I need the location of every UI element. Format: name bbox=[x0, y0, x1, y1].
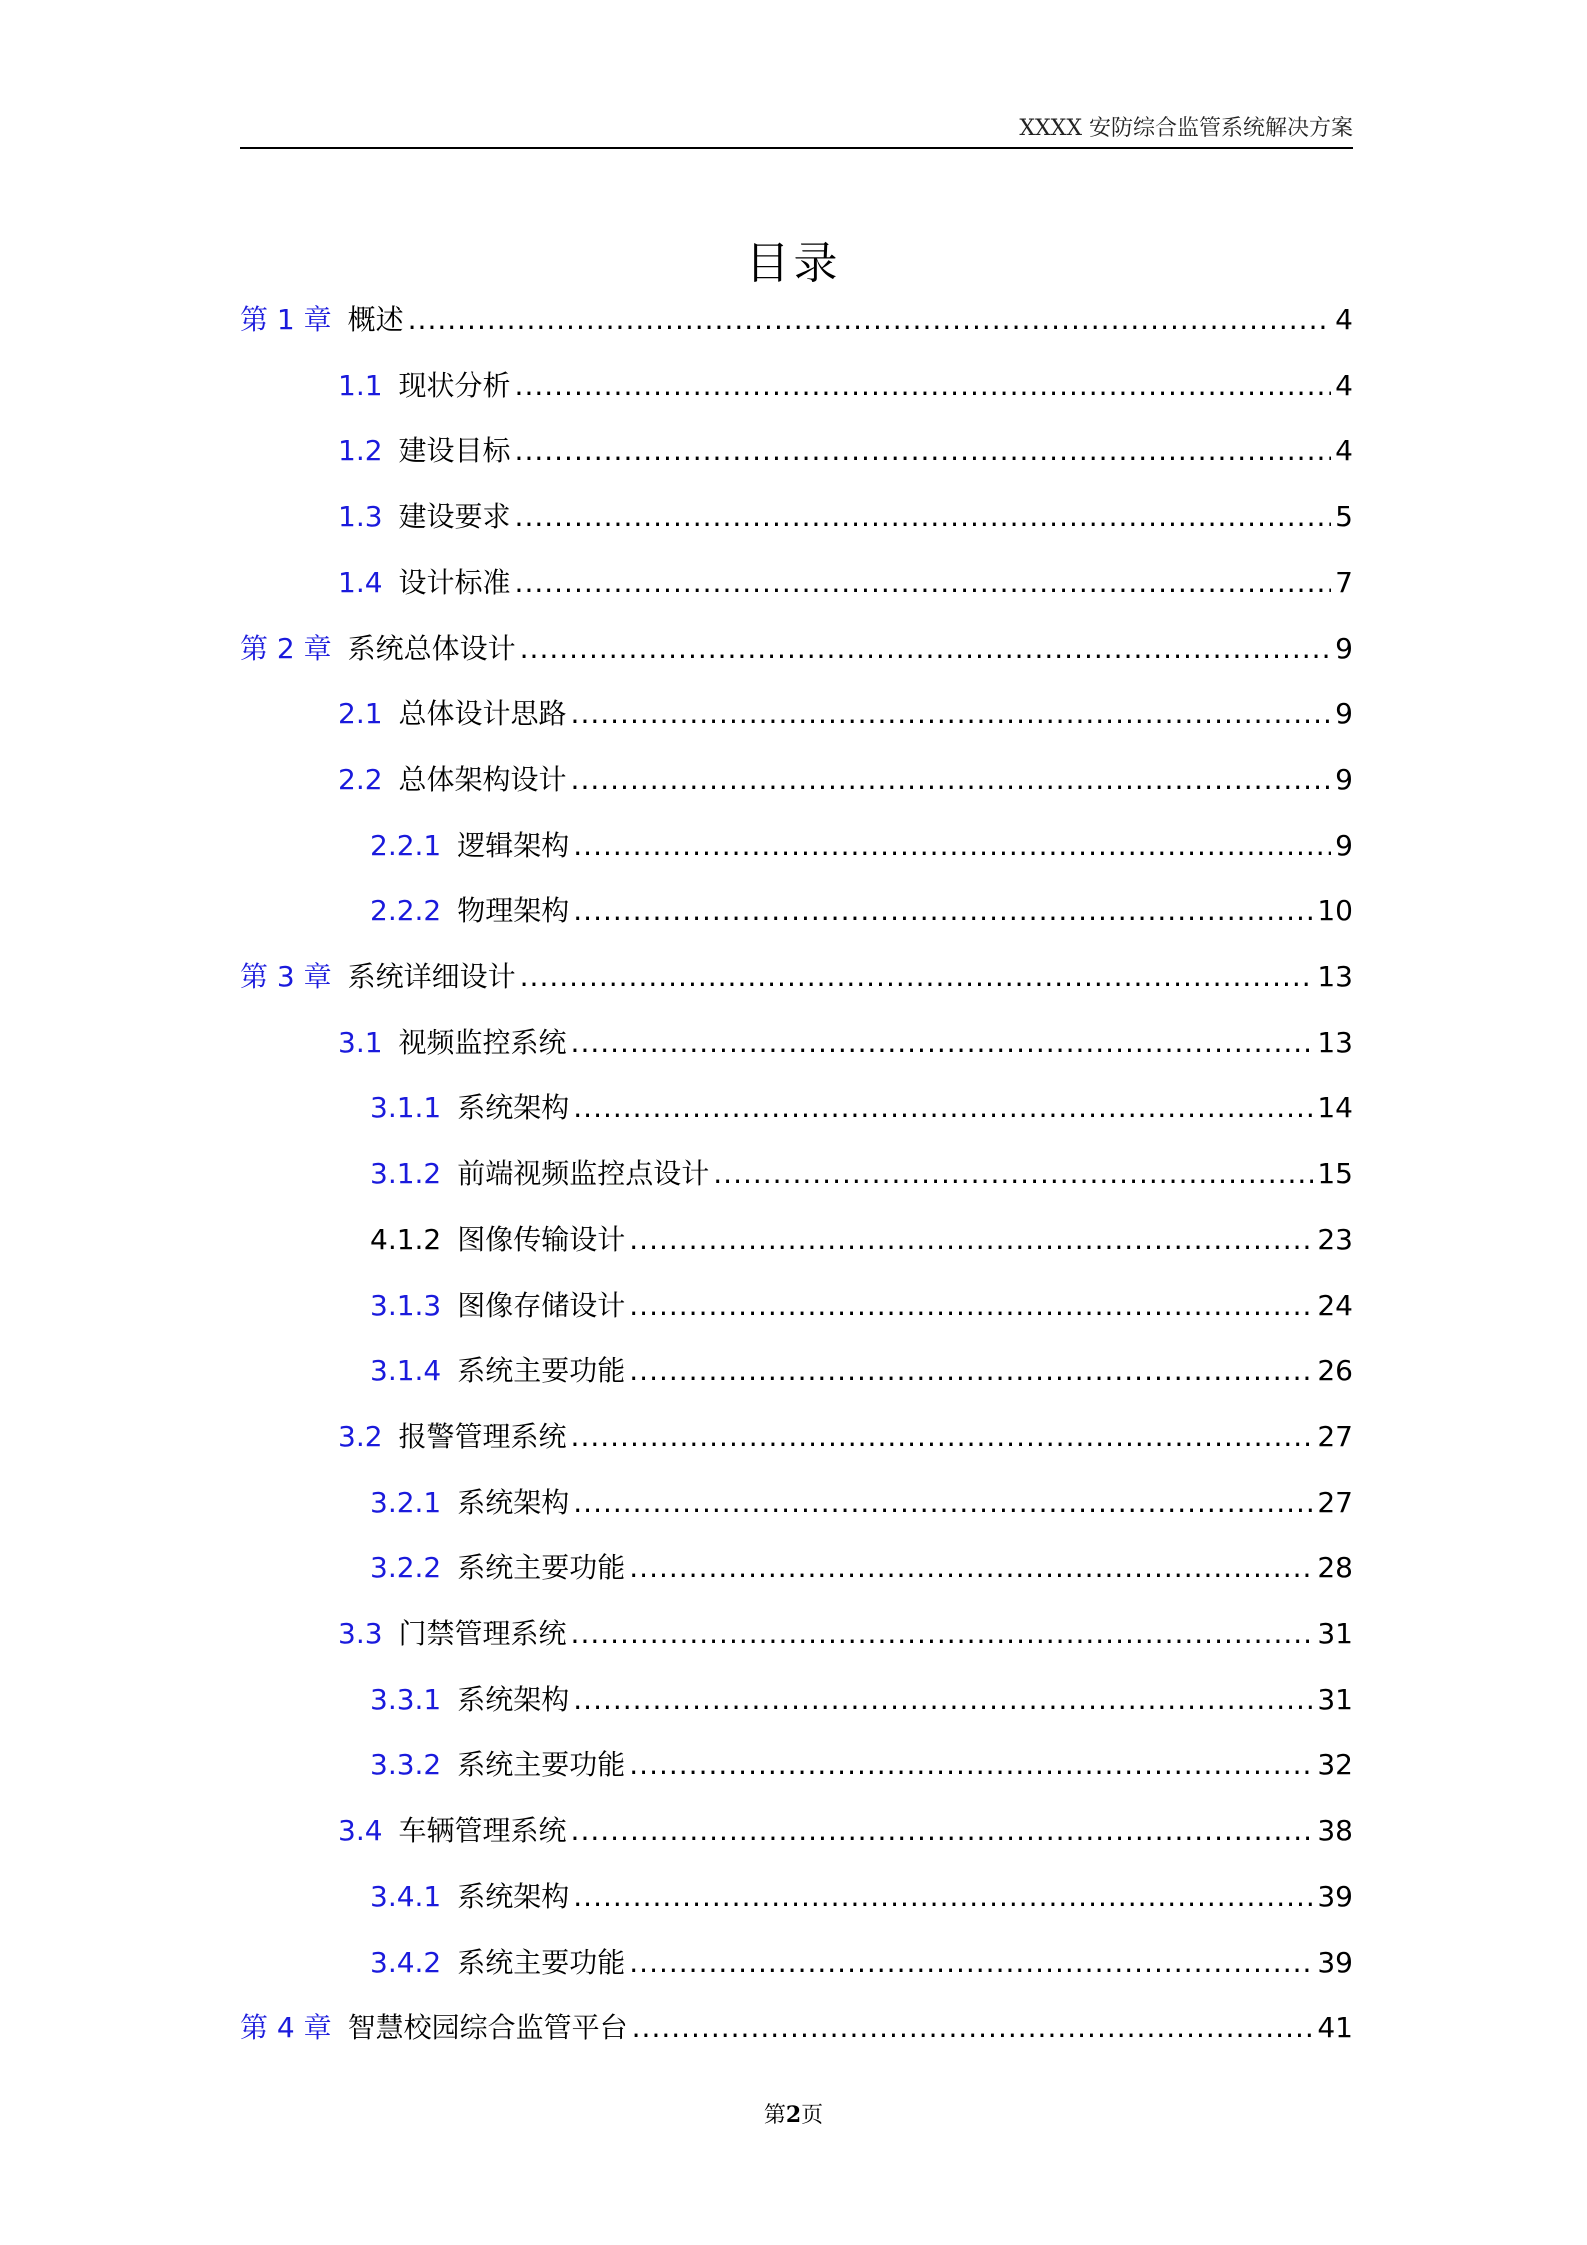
toc-dot-leader bbox=[629, 1943, 1313, 1983]
toc-entry[interactable] bbox=[370, 1207, 1353, 1273]
toc-dot-leader bbox=[632, 2008, 1314, 2048]
toc-dot-leader bbox=[571, 1811, 1314, 1851]
toc-entry-page: 24 bbox=[1317, 1289, 1353, 1322]
toc-entry-page: 32 bbox=[1317, 1748, 1353, 1781]
toc-entry-page: 4 bbox=[1335, 303, 1353, 336]
toc-dot-leader bbox=[520, 629, 1332, 669]
toc-entry[interactable] bbox=[338, 747, 1353, 813]
toc-dot-leader bbox=[515, 497, 1332, 537]
toc-entry[interactable] bbox=[338, 484, 1353, 550]
toc-entry[interactable] bbox=[240, 616, 1353, 682]
page-header-title: XXXX 安防综合监管系统解决方案 bbox=[1019, 116, 1353, 141]
toc-entry[interactable] bbox=[370, 1075, 1353, 1141]
toc-entry[interactable] bbox=[370, 1141, 1353, 1207]
toc-entry-title: 系统主要功能 bbox=[457, 1748, 626, 1781]
toc-entry-title: 建设目标 bbox=[398, 434, 511, 467]
toc-entry-page: 10 bbox=[1317, 894, 1353, 927]
toc-dot-leader bbox=[629, 1220, 1313, 1260]
toc-entry-page: 31 bbox=[1317, 1617, 1353, 1650]
toc-entry-page: 23 bbox=[1317, 1223, 1353, 1256]
toc-entry-number: 2.1 bbox=[338, 697, 383, 730]
toc-entry-page: 27 bbox=[1317, 1420, 1353, 1453]
toc-entry-number: 2.2.1 bbox=[370, 829, 442, 862]
toc-entry[interactable] bbox=[338, 1010, 1353, 1076]
toc-entry-page: 9 bbox=[1335, 829, 1353, 862]
toc-dot-leader bbox=[629, 1286, 1313, 1326]
header-divider bbox=[240, 147, 1353, 149]
toc-entry-page: 41 bbox=[1317, 2011, 1353, 2044]
toc-entry-number: 3.1.2 bbox=[370, 1157, 442, 1190]
toc-entry-page: 4 bbox=[1335, 369, 1353, 402]
toc-entry[interactable] bbox=[338, 418, 1353, 484]
toc-entry-page: 26 bbox=[1317, 1354, 1353, 1387]
toc-title: 目录 bbox=[745, 238, 842, 290]
toc-entry-title: 系统架构 bbox=[457, 1880, 570, 1913]
toc-entry-title: 系统主要功能 bbox=[457, 1354, 626, 1387]
footer-suffix: 页 bbox=[801, 2103, 824, 2128]
toc-entry-page: 15 bbox=[1317, 1157, 1353, 1190]
toc-entry-number: 3.1 bbox=[338, 1026, 383, 1059]
toc-entry-number: 3.3 bbox=[338, 1617, 383, 1650]
toc-entry-number: 2.2 bbox=[338, 763, 383, 796]
toc-entry-title: 物理架构 bbox=[457, 894, 570, 927]
toc-entry-number: 第 4 章 bbox=[240, 2011, 332, 2044]
toc-dot-leader bbox=[571, 760, 1332, 800]
toc-entry-page: 14 bbox=[1317, 1091, 1353, 1124]
toc-entry[interactable] bbox=[370, 1930, 1353, 1996]
toc-entry-number: 1.3 bbox=[338, 500, 383, 533]
toc-entry-title: 智慧校园综合监管平台 bbox=[347, 2011, 628, 2044]
toc-entry[interactable] bbox=[338, 1404, 1353, 1470]
toc-dot-leader bbox=[515, 431, 1332, 471]
toc-entry[interactable] bbox=[240, 287, 1353, 353]
toc-entry-number: 3.4.2 bbox=[370, 1946, 442, 1979]
toc-dot-leader bbox=[571, 1023, 1314, 1063]
toc-entry-title: 前端视频监控点设计 bbox=[457, 1157, 710, 1190]
toc-dot-leader bbox=[520, 957, 1314, 997]
toc-entry-title: 系统主要功能 bbox=[457, 1551, 626, 1584]
toc-entry[interactable] bbox=[370, 1535, 1353, 1601]
footer-page-number: 2 bbox=[785, 2102, 802, 2128]
toc-entry-number: 3.1.1 bbox=[370, 1091, 442, 1124]
toc-entry[interactable] bbox=[370, 1470, 1353, 1536]
page-footer bbox=[0, 2100, 1587, 2131]
toc-dot-leader bbox=[573, 826, 1331, 866]
toc-entry-page: 39 bbox=[1317, 1880, 1353, 1913]
toc-entry-title: 门禁管理系统 bbox=[398, 1617, 567, 1650]
toc-entry-page: 13 bbox=[1317, 960, 1353, 993]
toc-entry-title: 设计标准 bbox=[398, 566, 511, 599]
toc-dot-leader bbox=[571, 1417, 1314, 1457]
toc-entry-title: 建设要求 bbox=[398, 500, 511, 533]
toc-entry[interactable] bbox=[338, 353, 1353, 419]
toc-dot-leader bbox=[573, 891, 1313, 931]
toc-dot-leader bbox=[573, 1483, 1313, 1523]
toc-entry-title: 视频监控系统 bbox=[398, 1026, 567, 1059]
toc-entry-number: 3.4.1 bbox=[370, 1880, 442, 1913]
toc-entry-page: 31 bbox=[1317, 1683, 1353, 1716]
toc-dot-leader bbox=[573, 1877, 1313, 1917]
toc-entry[interactable] bbox=[370, 1732, 1353, 1798]
toc-entry[interactable] bbox=[370, 878, 1353, 944]
toc-entry-title: 现状分析 bbox=[398, 369, 511, 402]
toc-entry-number: 第 2 章 bbox=[240, 632, 332, 665]
toc-entry-number: 1.2 bbox=[338, 434, 383, 467]
toc-dot-leader bbox=[629, 1548, 1313, 1588]
toc-entry-page: 9 bbox=[1335, 763, 1353, 796]
toc-entry-page: 27 bbox=[1317, 1486, 1353, 1519]
toc-entry[interactable] bbox=[370, 1273, 1353, 1339]
toc-entry-title: 总体架构设计 bbox=[398, 763, 567, 796]
toc-entry[interactable] bbox=[338, 1601, 1353, 1667]
toc-entry[interactable] bbox=[338, 1798, 1353, 1864]
toc-dot-leader bbox=[573, 1088, 1313, 1128]
toc-entry-page: 9 bbox=[1335, 697, 1353, 730]
toc-entry-title: 报警管理系统 bbox=[398, 1420, 567, 1453]
toc-entry[interactable] bbox=[370, 1864, 1353, 1930]
toc-entry-number: 1.1 bbox=[338, 369, 383, 402]
toc-entry-title: 图像传输设计 bbox=[457, 1223, 626, 1256]
toc-entry-title: 概述 bbox=[347, 303, 404, 336]
toc-dot-leader bbox=[515, 563, 1332, 603]
toc-entry-number: 3.3.2 bbox=[370, 1748, 442, 1781]
footer-prefix: 第 bbox=[763, 2103, 786, 2128]
toc-entry-number: 1.4 bbox=[338, 566, 383, 599]
toc-entry-page: 39 bbox=[1317, 1946, 1353, 1979]
toc-entry-title: 逻辑架构 bbox=[457, 829, 570, 862]
toc-entry-number: 2.2.2 bbox=[370, 894, 442, 927]
toc-entry-page: 7 bbox=[1335, 566, 1353, 599]
toc-entry-page: 9 bbox=[1335, 632, 1353, 665]
toc-entry-title: 车辆管理系统 bbox=[398, 1814, 567, 1847]
toc-entry-title: 系统总体设计 bbox=[347, 632, 516, 665]
toc-dot-leader bbox=[629, 1745, 1313, 1785]
toc-entry-number: 3.2.1 bbox=[370, 1486, 442, 1519]
toc-entry[interactable] bbox=[370, 1338, 1353, 1404]
toc-entry-number: 3.1.4 bbox=[370, 1354, 442, 1387]
toc-entry-page: 5 bbox=[1335, 500, 1353, 533]
toc-entry-title: 系统详细设计 bbox=[347, 960, 516, 993]
toc-dot-leader bbox=[571, 694, 1332, 734]
toc-dot-leader bbox=[515, 366, 1332, 406]
toc-entry-number: 3.4 bbox=[338, 1814, 383, 1847]
toc-entry[interactable] bbox=[370, 813, 1353, 879]
toc-entry-number: 3.2.2 bbox=[370, 1551, 442, 1584]
toc-entry[interactable] bbox=[240, 1995, 1353, 2061]
toc-entry-page: 4 bbox=[1335, 434, 1353, 467]
toc-dot-leader bbox=[629, 1351, 1313, 1391]
toc-entry[interactable] bbox=[338, 681, 1353, 747]
toc-entry[interactable] bbox=[338, 550, 1353, 616]
toc-entry-number: 4.1.2 bbox=[370, 1223, 442, 1256]
toc-entry-title: 系统架构 bbox=[457, 1486, 570, 1519]
toc-dot-leader bbox=[713, 1154, 1313, 1194]
toc-entry-page: 38 bbox=[1317, 1814, 1353, 1847]
toc-entry-title: 系统主要功能 bbox=[457, 1946, 626, 1979]
toc-entry-title: 系统架构 bbox=[457, 1683, 570, 1716]
toc-dot-leader bbox=[408, 300, 1332, 340]
toc-entry-title: 图像存储设计 bbox=[457, 1289, 626, 1322]
toc-entry-number: 第 1 章 bbox=[240, 303, 332, 336]
toc-entry-number: 3.2 bbox=[338, 1420, 383, 1453]
toc-entry-title: 总体设计思路 bbox=[398, 697, 567, 730]
toc-entry-page: 28 bbox=[1317, 1551, 1353, 1584]
toc-entry[interactable] bbox=[370, 1667, 1353, 1733]
toc-dot-leader bbox=[573, 1680, 1313, 1720]
toc-entry-number: 第 3 章 bbox=[240, 960, 332, 993]
toc-entry[interactable] bbox=[240, 944, 1353, 1010]
toc-entry-number: 3.1.3 bbox=[370, 1289, 442, 1322]
toc-entry-number: 3.3.1 bbox=[370, 1683, 442, 1716]
toc-entry-title: 系统架构 bbox=[457, 1091, 570, 1124]
toc-dot-leader bbox=[571, 1614, 1314, 1654]
toc-entry-page: 13 bbox=[1317, 1026, 1353, 1059]
